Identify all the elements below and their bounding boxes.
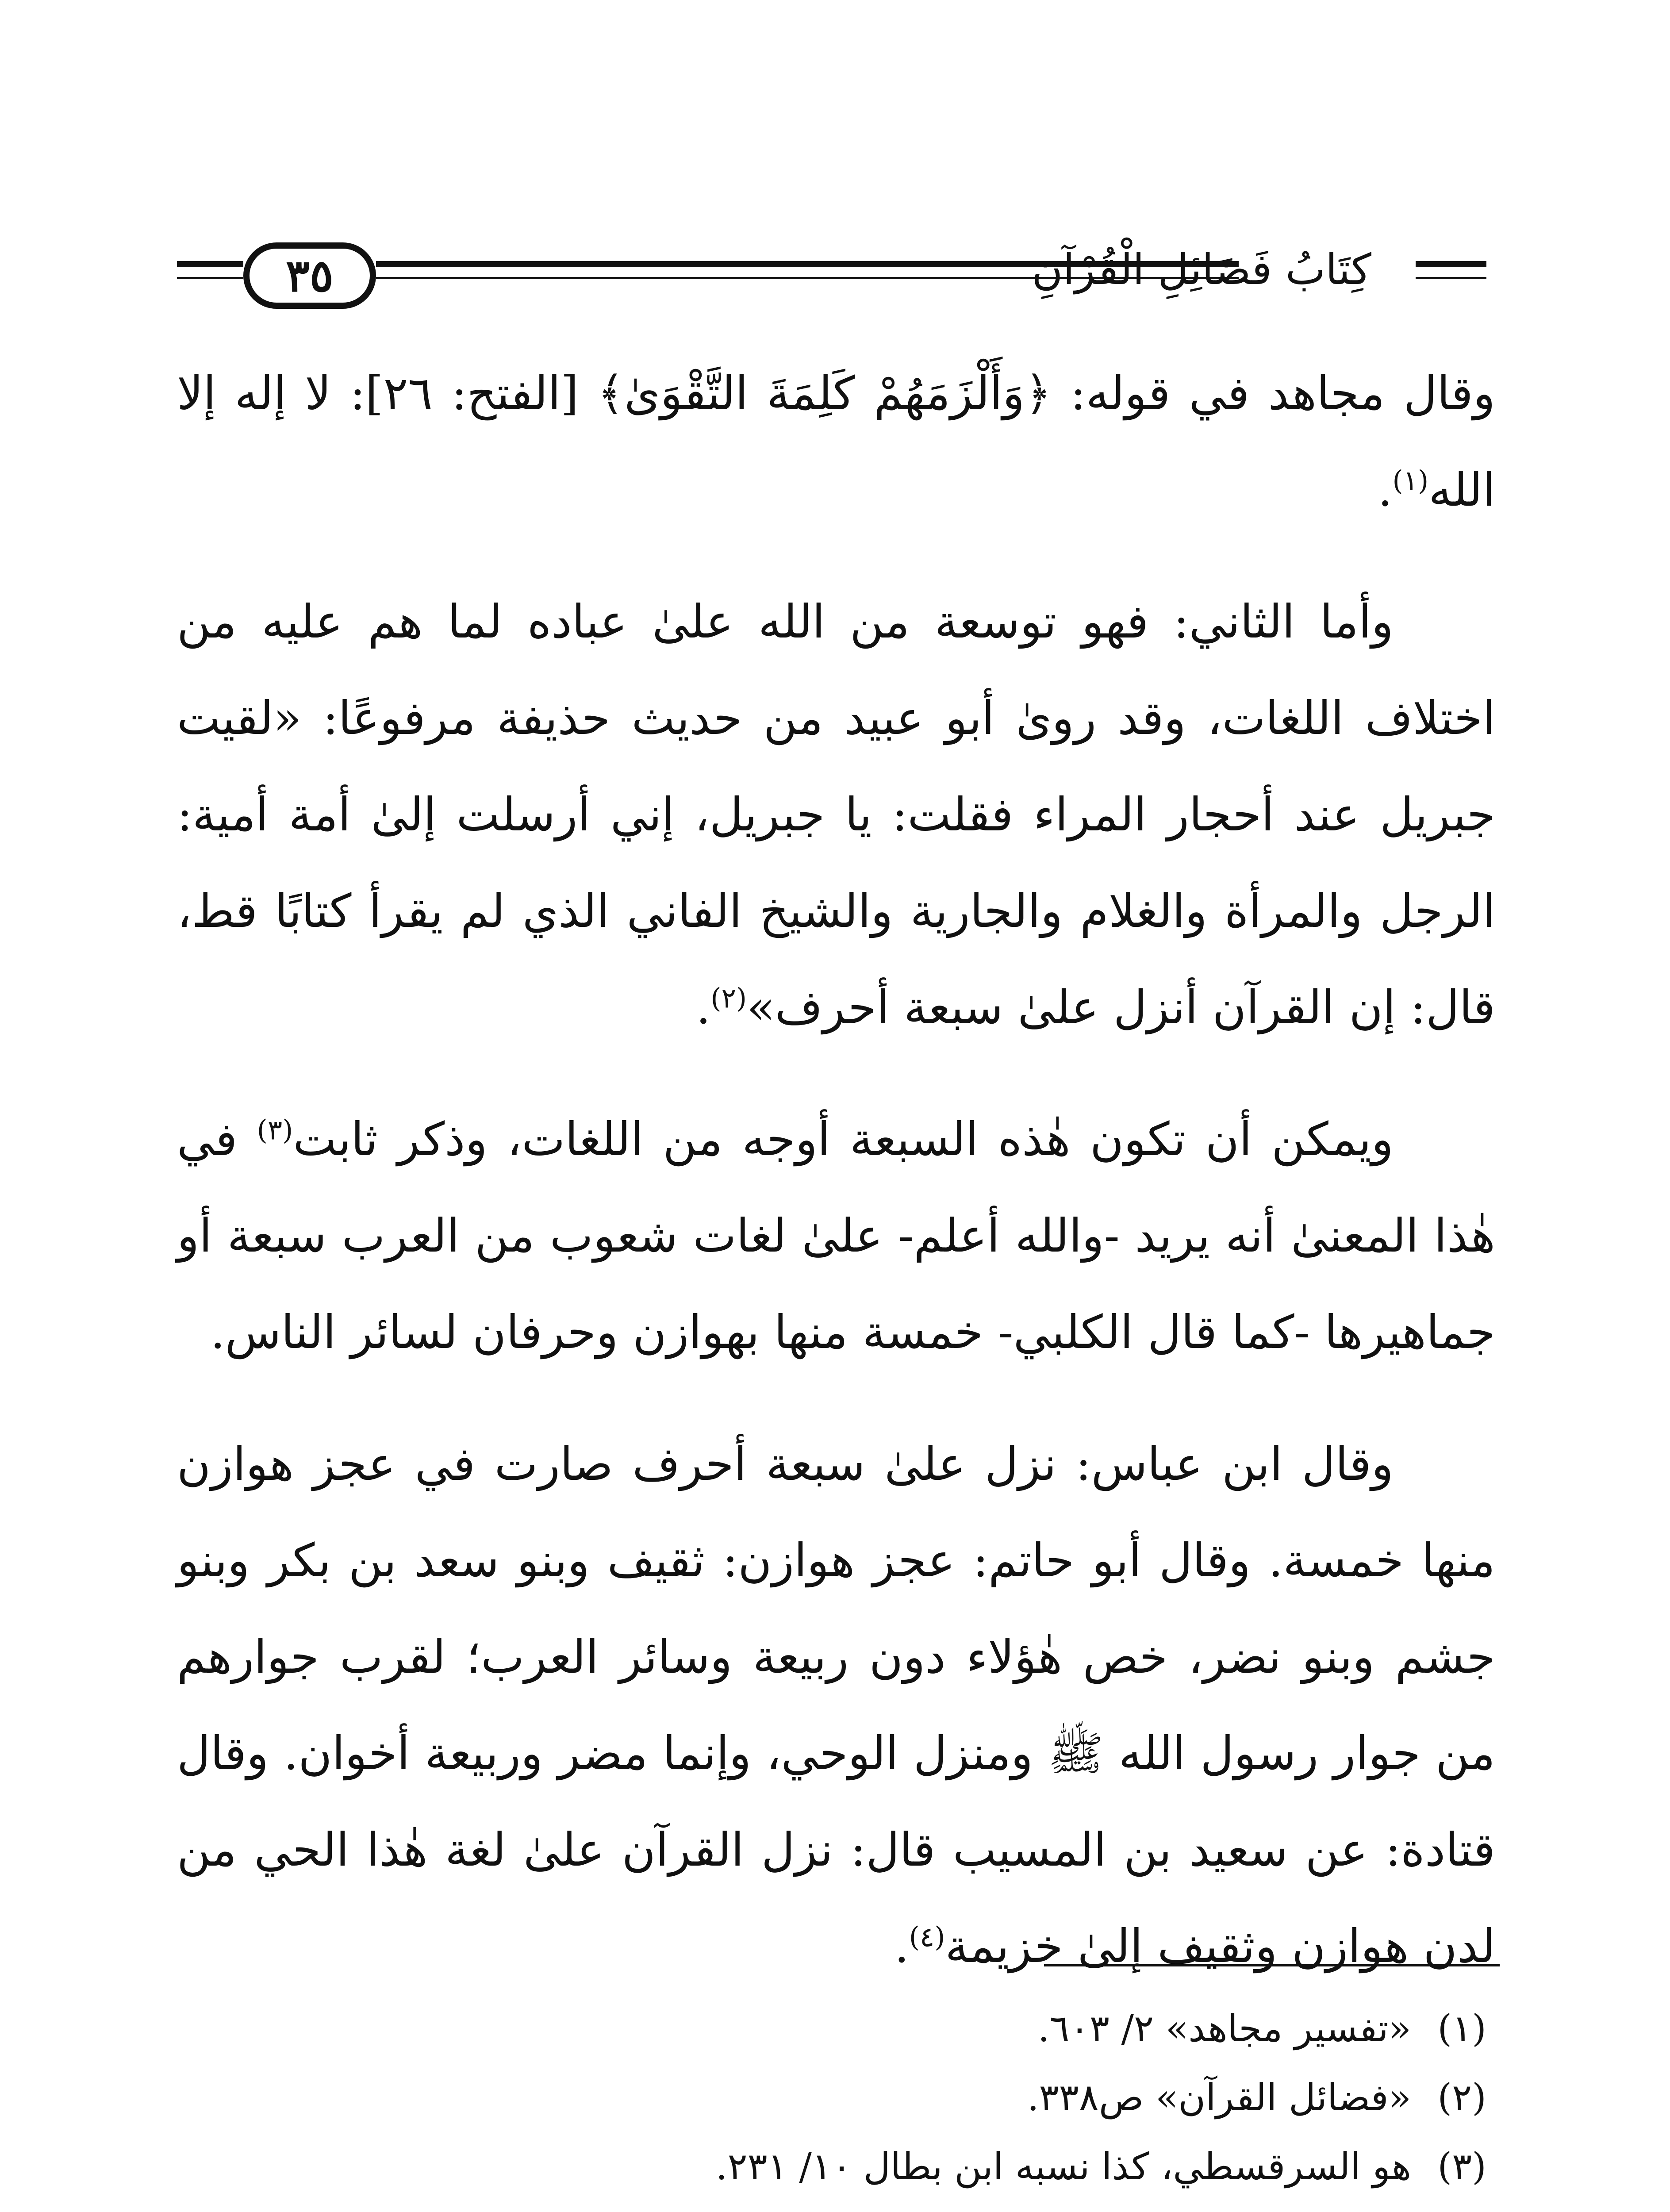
footnote-1 (177, 1995, 1495, 2062)
header-rule-left-thin (177, 277, 243, 279)
page-number: ٣٥ (286, 250, 334, 302)
footnote-2 (177, 2064, 1495, 2131)
footnote-mark: (٣) (1437, 2145, 1486, 2188)
paragraph-1 (177, 345, 1495, 538)
footnote-text: هو السرقسطي، كذا نسبه ابن بطال ١٠/ ٢٣١. (715, 2145, 1411, 2188)
footnote-ref-4[interactable]: (٤) (909, 1920, 945, 1953)
running-title: كِتَابُ فَضَائِلِ الْقُرْآنِ (1032, 245, 1371, 294)
page-number-badge (243, 242, 376, 309)
paragraph-1-text-c: . (1378, 463, 1393, 517)
footnote-text (177, 2202, 1411, 2212)
paragraph-4 (177, 1416, 1495, 1994)
footnote-ref-3[interactable]: (٣) (257, 1114, 293, 1146)
header-rule-right-thin (1416, 277, 1486, 279)
paragraph-4-text-a: وقال ابن عباس: نزل علىٰ سبعة أحرف صارت في عجز هوازن منها خمسة. وقال أبو حاتم: عجز هوازن: ثقيف وبنو سعد بن بكر وبنو جشم وبنو نضر، خص هٰؤلاء دون ربيعة وسائر العرب؛ لقرب جوارهم من جوار رسول الله ﷺ ومنزل الوحي، وإنما مضر وربيعة أخوان. وقال قتادة: عن سعيد بن المسيب قال: نزل القرآن علىٰ لغة هٰذا الحي من لدن هوازن وثقيف إلىٰ خزيمة (177, 1437, 1496, 1973)
paragraph-2-text-b: . (696, 980, 711, 1034)
paragraph-4-text-b: . (894, 1919, 909, 1973)
footnote-text: «تفسير مجاهد» ٢/ ٦٠٣. (1037, 2007, 1411, 2050)
footnote-text: «فضائل القرآن» ص٣٣٨. (1027, 2076, 1411, 2119)
footnote-mark (1411, 2202, 1495, 2212)
main-text (177, 345, 1495, 2030)
footnotes (177, 1995, 1495, 2212)
header-rule-right-thick (1416, 261, 1486, 267)
paragraph-3-text-b: في هٰذا المعنىٰ أنه يريد -والله أعلم- علىٰ لغات شعوب من العرب سبعة أو جماهيرها -كما قال الكلبي- خمسة منها بهوازن وحرفان لسائر الناس. (177, 1112, 1495, 1359)
footnote-3 (177, 2133, 1495, 2200)
footnote-ref-2[interactable]: (٢) (710, 982, 747, 1014)
header-rule-left-thick (177, 261, 243, 267)
paragraph-1-text-b: [الفتح: ٢٦]: لا إله إلا الله (177, 366, 1495, 517)
page-header (177, 239, 1486, 314)
paragraph-1-text-a: وقال مجاهد في قوله: (1052, 366, 1495, 420)
footnote-mark: (٢) (1437, 2076, 1486, 2119)
footnote-mark: (١) (1437, 2007, 1486, 2050)
quran-verse: ﴿وَأَلْزَمَهُمْ كَلِمَةَ التَّقْوَىٰ﴾ (597, 366, 1052, 420)
footnote-ref-1[interactable]: (١) (1392, 464, 1429, 497)
paragraph-2 (177, 573, 1495, 1056)
footnote-4 (177, 2202, 1495, 2212)
footnote-separator (1044, 1964, 1500, 1966)
paragraph-2-text-a: وأما الثاني: فهو توسعة من الله علىٰ عباده لما هم عليه من اختلاف اللغات، وقد روىٰ أبو عبيد من حديث حذيفة مرفوعًا: «لقيت جبريل عند أحجار المراء فقلت: يا جبريل، إني أرسلت إلىٰ أمة أمية: الرجل والمرأة والغلام والجارية والشيخ الفاني الذي لم يقرأ كتابًا قط، قال: إن القرآن أنزل علىٰ سبعة أحرف» (177, 595, 1495, 1034)
paragraph-3 (177, 1091, 1495, 1380)
paragraph-3-text-a: ويمكن أن تكون هٰذه السبعة أوجه من اللغات، وذكر ثابت (293, 1112, 1394, 1166)
